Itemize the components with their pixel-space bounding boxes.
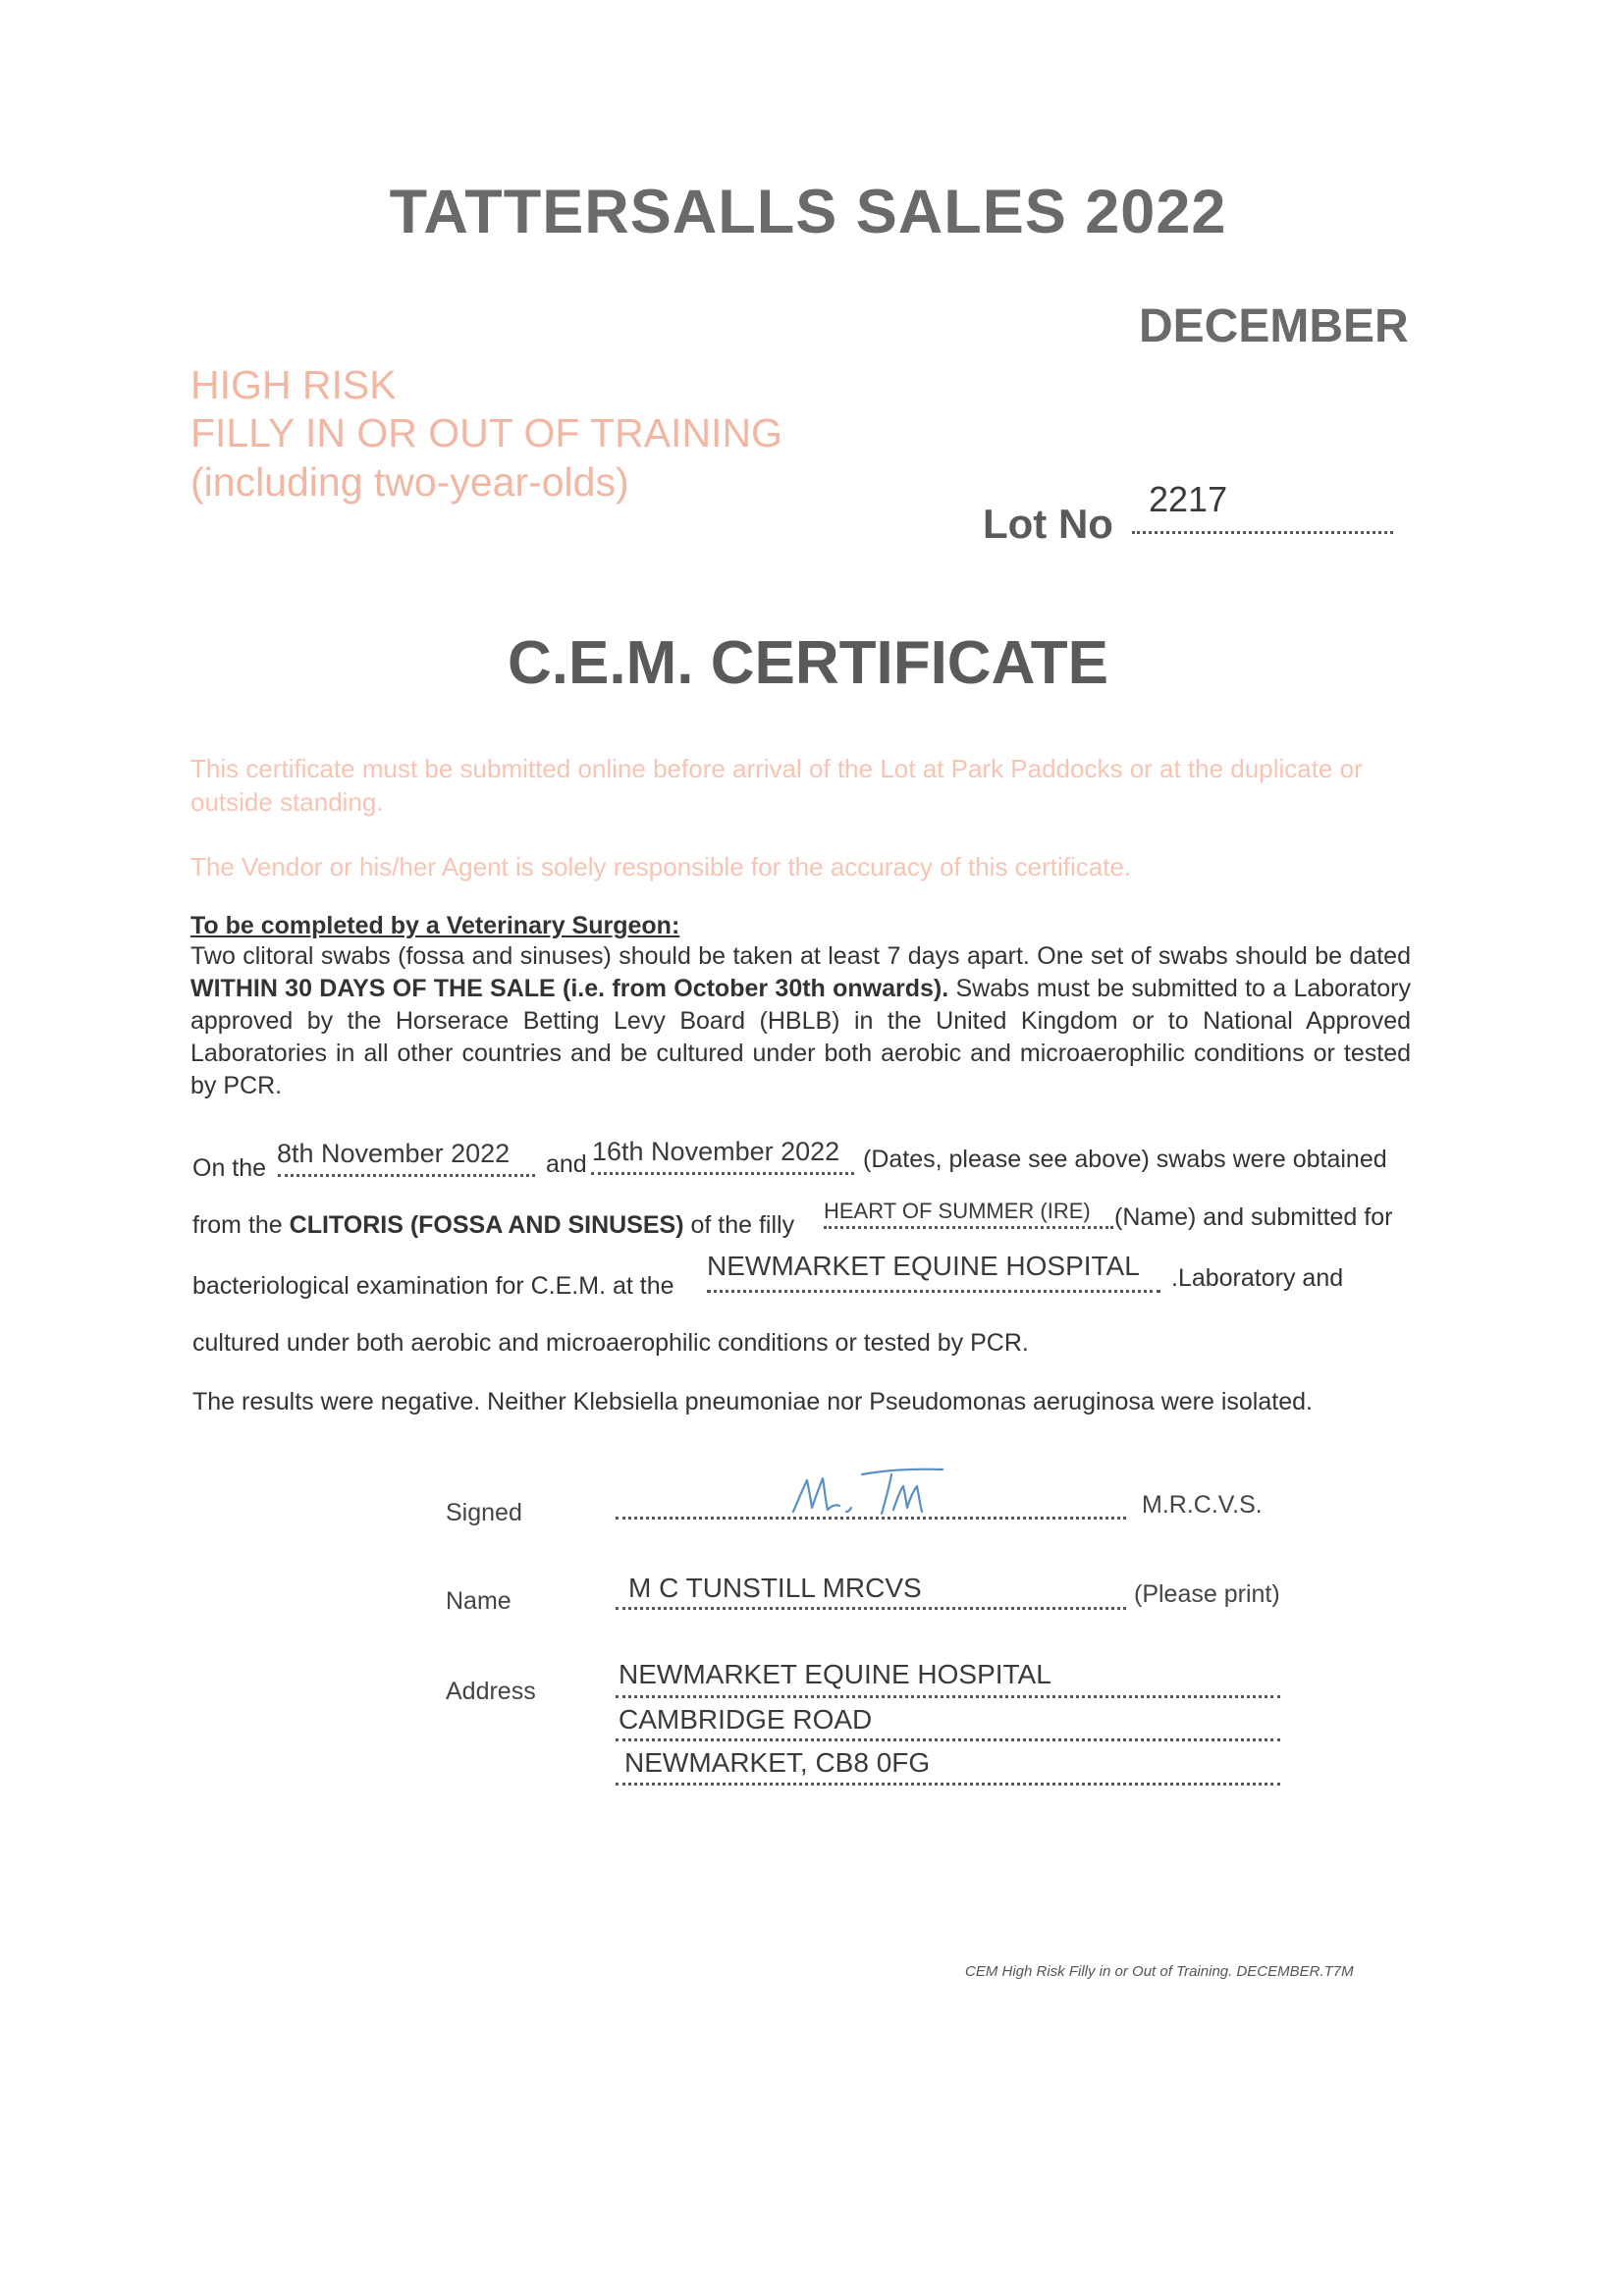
mrcvs-suffix: M.R.C.V.S.: [1142, 1491, 1263, 1519]
from-the-label: from the: [192, 1211, 290, 1239]
vet-printed-name: M C TUNSTILL MRCVS: [628, 1573, 922, 1603]
instructions-deadline: WITHIN 30 DAYS OF THE SALE (i.e. from October 30th onwards).: [190, 975, 949, 1002]
name-label: Name: [446, 1587, 512, 1615]
risk-category-line-3: (including two-year-olds): [190, 459, 629, 505]
on-the-label: On the: [192, 1154, 267, 1182]
sale-title: TATTERSALLS SALES 2022: [389, 178, 1227, 246]
filly-name: HEART OF SUMMER (IRE): [824, 1199, 1091, 1223]
first-swab-date-line: [278, 1173, 535, 1177]
name-submitted-label: (Name) and submitted for: [1114, 1203, 1393, 1231]
vet-section-heading: To be completed by a Veterinary Surgeon:: [190, 912, 680, 939]
and-label: and: [546, 1150, 587, 1178]
second-swab-date: 16th November 2022: [592, 1137, 840, 1166]
laboratory-name: NEWMARKET EQUINE HOSPITAL: [707, 1251, 1140, 1281]
online-submission-notice: This certificate must be submitted online before arrival of the Lot at Park Paddocks or at the duplicate or outside standing.: [190, 754, 1363, 817]
swab-instructions: [190, 940, 1411, 1102]
dates-explanation: (Dates, please see above) swabs were obtained: [863, 1146, 1387, 1173]
swab-site-sentence: [192, 1211, 794, 1240]
instructions-part-2: Swabs must be submitted to a Laboratory approved by the Horserace Betting Levy Board (HBLB) in the United Kingdom or to National Approved Laboratories in all other countries and be cultured under both aerobic and microaerophilic conditions or tested by PCR.: [190, 975, 1411, 1099]
address-line-1: NEWMARKET EQUINE HOSPITAL: [619, 1659, 1051, 1689]
certificate-title: C.E.M. CERTIFICATE: [508, 629, 1108, 697]
results-statement: The results were negative. Neither Klebsiella pneumoniae nor Pseudomonas aeruginosa were isolated.: [192, 1388, 1313, 1415]
of-the-filly-label: of the filly: [683, 1211, 795, 1239]
address-label: Address: [446, 1678, 536, 1705]
address-line-1-dots: [616, 1694, 1280, 1698]
first-swab-date: 8th November 2022: [277, 1139, 511, 1168]
filly-name-line: [824, 1225, 1113, 1229]
second-swab-date-line: [591, 1171, 854, 1175]
laboratory-line: [707, 1289, 1160, 1293]
lot-number-label: Lot No: [983, 501, 1113, 547]
address-line-2: CAMBRIDGE ROAD: [619, 1704, 873, 1735]
instructions-part-1: Two clitoral swabs (fossa and sinuses) should be taken at least 7 days apart. One set of swabs should be dated: [190, 942, 1411, 970]
signed-label: Signed: [446, 1499, 522, 1526]
vet-signature: [785, 1461, 947, 1522]
lot-number-value: 2217: [1149, 479, 1228, 519]
risk-category-line-2: FILLY IN OR OUT OF TRAINING: [190, 410, 782, 455]
address-line-3-dots: [616, 1782, 1280, 1786]
culture-statement: cultured under both aerobic and microaerophilic conditions or tested by PCR.: [192, 1329, 1029, 1357]
vendor-responsibility-notice: The Vendor or his/her Agent is solely responsible for the accuracy of this certificate.: [190, 852, 1132, 881]
examination-label: bacteriological examination for C.E.M. at the: [192, 1272, 674, 1300]
please-print-hint: (Please print): [1134, 1580, 1280, 1608]
swab-site: CLITORIS (FOSSA AND SINUSES): [289, 1211, 684, 1239]
print-name-line: [616, 1606, 1126, 1610]
laboratory-label: .Laboratory and: [1171, 1264, 1344, 1292]
form-reference-footer: CEM High Risk Filly in or Out of Training. DECEMBER.T7M: [965, 1963, 1354, 1980]
lot-number-dotted-line: [1132, 530, 1393, 534]
address-line-2-dots: [616, 1737, 1280, 1741]
sale-month: DECEMBER: [1139, 300, 1409, 352]
risk-category-line-1: HIGH RISK: [190, 362, 397, 407]
address-line-3: NEWMARKET, CB8 0FG: [624, 1747, 931, 1778]
